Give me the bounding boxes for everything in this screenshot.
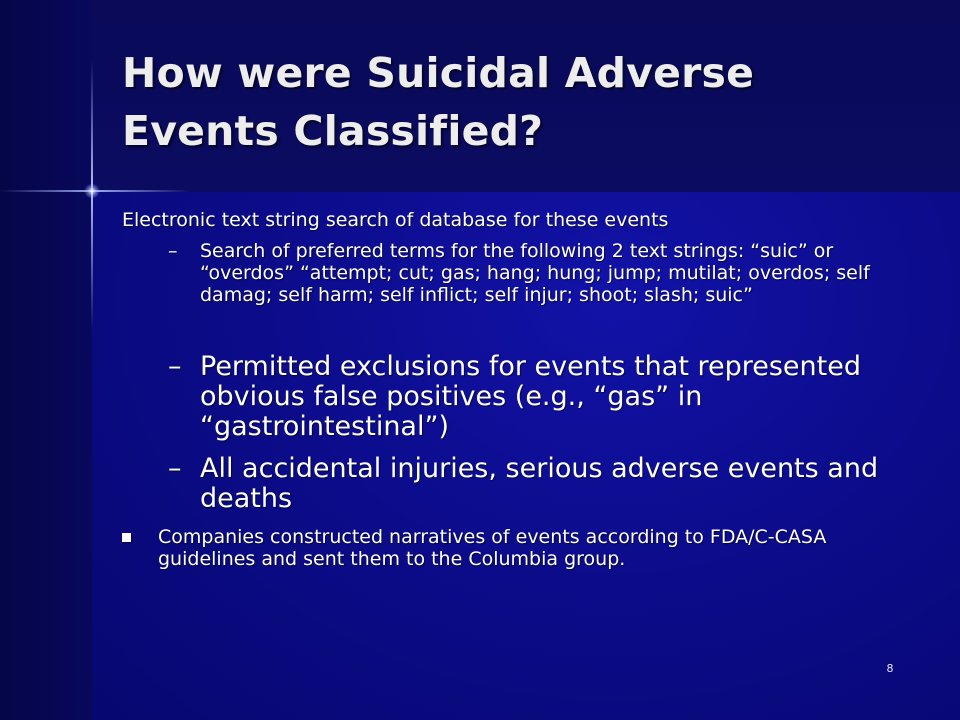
left-band-decoration xyxy=(0,0,92,720)
sub-item-search-terms xyxy=(168,240,908,306)
dash-marker: – xyxy=(168,453,182,484)
sparkle-star-icon xyxy=(84,184,100,198)
sub-item-text: Permitted exclusions for events that represented obvious false positives (e.g., “gas” in “gastrointestinal”) xyxy=(200,351,861,442)
page-number: 8 xyxy=(886,662,894,675)
bullet-text: Companies constructed narratives of events according to FDA/C-CASA guidelines and sent them to the Columbia group. xyxy=(158,526,827,570)
bullet-item-narratives xyxy=(122,526,922,570)
sub-item-exclusions xyxy=(168,352,908,442)
sub-item-text: Search of preferred terms for the following 2 text strings: “suic” or “overdos” “attempt; cut; gas; hang; hung; jump; mutilat; overdos; self damag; self harm; self inflict; self injur; shoot; slash; suic” xyxy=(200,240,870,306)
intro-text: Electronic text string search of database for these events xyxy=(122,209,669,231)
dash-marker: – xyxy=(168,240,178,262)
dash-marker: – xyxy=(168,351,182,382)
sub-item-accidental-injuries xyxy=(168,454,908,514)
slide-title: How were Suicidal Adverse Events Classified? xyxy=(122,49,755,155)
square-bullet-icon xyxy=(122,533,131,542)
sub-item-text: All accidental injuries, serious adverse events and deaths xyxy=(200,453,879,514)
